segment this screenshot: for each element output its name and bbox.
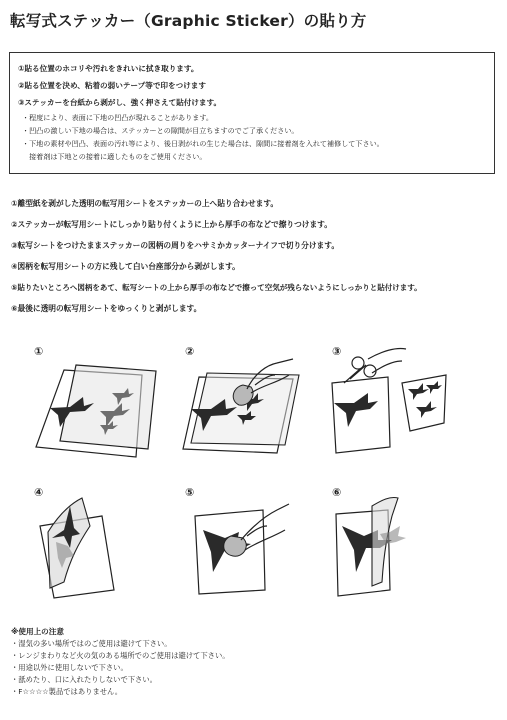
figure-step-5	[181, 486, 331, 611]
figure-number-4: ④	[34, 486, 44, 499]
prep-item-3: ③ステッカーを台紙から剥がし、強く押さえて貼付けます。	[18, 98, 222, 107]
step-6-illustration	[328, 486, 478, 611]
figure-step-6	[328, 486, 478, 611]
preparation-box	[9, 52, 495, 174]
step-6: ⑥最後に透明の転写用シートをゆっくりと剥がします。	[11, 304, 202, 313]
prep-note-1: ・程度により、表面に下地の凹凸が現れることがあります。	[22, 113, 213, 122]
step-5: ⑤貼りたいところへ図柄をあて、転写シートの上から厚手の布などで擦って空気が残らないようにしっかりと貼付けます。	[11, 283, 422, 292]
step-2-illustration	[181, 345, 331, 470]
caution-item-5: ・F☆☆☆☆製品ではありません。	[11, 686, 123, 696]
step-3-illustration	[328, 345, 478, 470]
caution-item-4: ・舐めたり、口に入れたりしないで下さい。	[11, 674, 157, 684]
caution-section	[11, 626, 230, 698]
caution-item-2: ・レンジまわりなど火の気のある場所でのご使用は避けて下さい。	[11, 650, 230, 660]
prep-note-4: 接着剤は下地との接着に適したものをご使用ください。	[22, 152, 207, 161]
figure-number-2: ②	[185, 345, 195, 358]
figure-step-1	[30, 345, 180, 470]
step-1: ①離型紙を剥がした透明の転写用シートをステッカーの上へ貼り合わせます。	[11, 199, 279, 208]
figure-number-3: ③	[332, 345, 342, 358]
caution-item-1: ・湿気の多い場所ではのご使用は避けて下さい。	[11, 639, 172, 648]
page-title: 転写式ステッカー（Graphic Sticker）の貼り方	[10, 12, 367, 30]
step-4: ④図柄を転写用シートの方に残して白い台座部分から剥がします。	[11, 262, 240, 271]
caution-title: ※使用上の注意	[11, 627, 64, 636]
prep-note-3: ・下地の素材や凹凸、表面の汚れ等により、後日剥がれの生じた場合は、隙間に接着剤を入れて補修して下さい。	[22, 139, 384, 148]
step-4-illustration	[30, 486, 180, 611]
figure-number-1: ①	[34, 345, 44, 358]
figure-step-2	[181, 345, 331, 470]
prep-item-1: ①貼る位置のホコリや汚れをきれいに拭き取ります。	[18, 64, 199, 73]
figure-step-4	[30, 486, 180, 611]
figure-number-5: ⑤	[185, 486, 195, 499]
prep-note-2: ・凹凸の激しい下地の場合は、ステッカーとの隙間が目立ちますのでご了承ください。	[22, 126, 299, 135]
figure-number-6: ⑥	[332, 486, 342, 499]
cloth-icon	[224, 536, 247, 556]
step-3: ③転写シートをつけたままステッカーの図柄の周りをハサミかカッターナイフで切り分けます。	[11, 241, 340, 250]
step-1-illustration	[30, 345, 180, 470]
prep-item-2: ②貼る位置を決め、粘着の弱いテープ等で印をつけます	[18, 81, 206, 90]
caution-item-3: ・用途以外に使用しないで下さい。	[11, 662, 128, 672]
figure-step-3	[328, 345, 478, 470]
hand-icon	[368, 348, 406, 373]
step-5-illustration	[181, 486, 331, 611]
scissors-icon	[352, 357, 364, 369]
step-2: ②ステッカーが転写用シートにしっかり貼り付くように上から厚手の布などで擦りつけます。	[11, 220, 332, 229]
